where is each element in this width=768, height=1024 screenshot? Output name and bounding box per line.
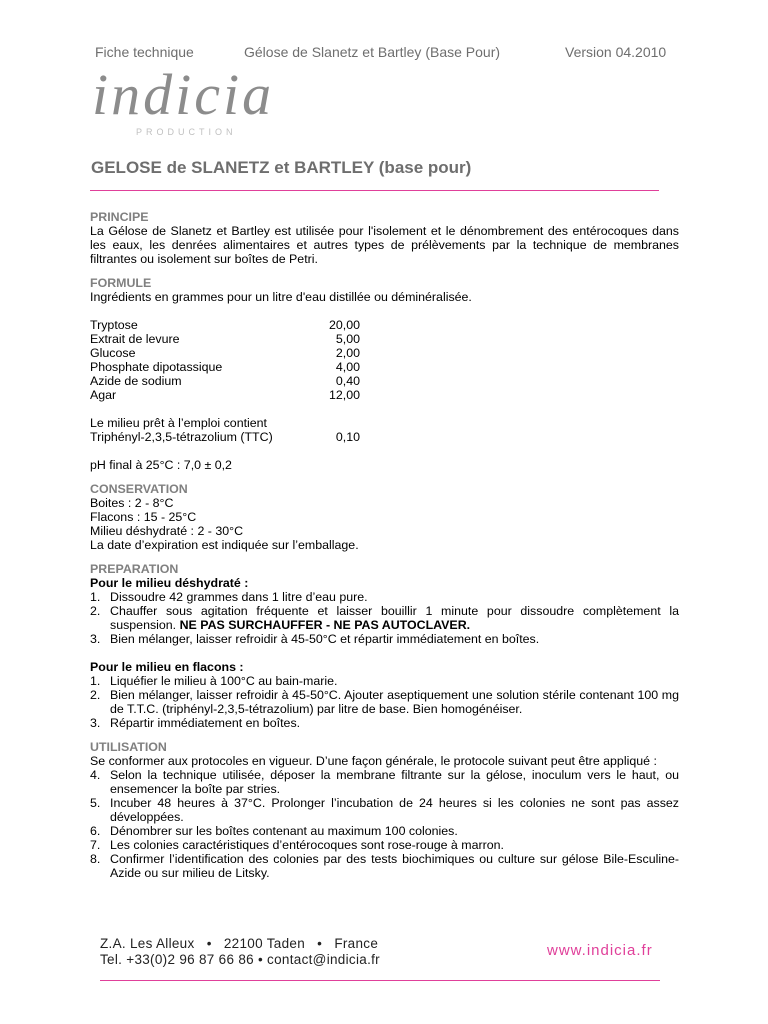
list-item	[90, 838, 679, 852]
preparation-subheading-flasks: Pour le milieu en flacons :	[90, 660, 244, 674]
indicia-logo	[92, 62, 292, 142]
ingredient-name: Agar	[90, 388, 117, 402]
ingredient-name: Tryptose	[90, 318, 138, 332]
preparation-subheading-dehydrated: Pour le milieu déshydraté :	[90, 576, 249, 590]
step-number: 1.	[90, 674, 101, 688]
ready-intro: Le milieu prêt à l’emploi contient	[90, 416, 268, 430]
step-number: 3.	[90, 716, 101, 730]
ready-ingredient-name: Triphényl-2,3,5-tétrazolium (TTC)	[90, 430, 273, 444]
step-number: 1.	[90, 590, 101, 604]
ingredient-name: Azide de sodium	[90, 374, 182, 388]
header-version: Version 04.2010	[565, 44, 667, 60]
conservation-line: Flacons : 15 - 25°C	[90, 510, 197, 524]
ingredient-list	[90, 318, 679, 402]
step-text: Les colonies caractéristiques d’entérocoques sont rose-rouge à marron.	[110, 838, 504, 852]
preparation-steps-flasks	[90, 674, 679, 730]
ingredient-name: Phosphate dipotassique	[90, 360, 223, 374]
list-item	[90, 796, 679, 824]
list-item	[90, 768, 679, 796]
section-heading-principe: PRINCIPE	[90, 210, 149, 224]
conservation-line: La date d’expiration est indiquée sur l’emballage.	[90, 538, 359, 552]
conservation-line: Milieu déshydraté : 2 - 30°C	[90, 524, 244, 538]
section-heading-utilisation: UTILISATION	[90, 740, 167, 754]
ingredient-row	[90, 318, 360, 332]
section-heading-preparation: PREPARATION	[90, 562, 179, 576]
step-number: 6.	[90, 824, 101, 838]
footer-contact-block	[100, 936, 380, 968]
step-number: 2.	[90, 604, 101, 618]
step-text: Selon la technique utilisée, déposer la membrane filtrante sur la gélose, inoculum vers le haut, ou ensemencer la boîte par stries.	[110, 768, 679, 796]
ingredient-value: 20,00	[328, 318, 360, 332]
preparation-steps-dehydrated	[90, 590, 679, 646]
step-text: Répartir immédiatement en boîtes.	[110, 716, 301, 730]
page-title: GELOSE de SLANETZ et BARTLEY (base pour)	[91, 158, 472, 177]
step-number: 4.	[90, 768, 101, 782]
step-number: 2.	[90, 688, 101, 702]
footer-divider	[100, 980, 660, 981]
ingredient-row	[90, 332, 360, 346]
logo-subtitle: PRODUCTION	[136, 127, 237, 137]
header-doc-type: Fiche technique	[95, 44, 194, 60]
principe-text: La Gélose de Slanetz et Bartley est utilisée pour l'isolement et le dénombrement des entérocoques dans les eaux, les denrées alimentaires et autres types de prélèvements par la technique de membranes filtrantes ou isolement sur boîtes de Petri.	[90, 224, 679, 266]
footer-website-link[interactable]: www.indicia.fr	[547, 942, 653, 959]
list-item	[90, 824, 679, 838]
footer-address: Z.A. Les Alleux • 22100 Taden • France	[100, 936, 379, 951]
step-number: 5.	[90, 796, 101, 810]
list-item	[90, 716, 679, 730]
footer-contact[interactable]: Tel. +33(0)2 96 87 66 86 • contact@indicia.fr	[100, 952, 380, 967]
step-text: Dénombrer sur les boîtes contenant au maximum 100 colonies.	[110, 824, 458, 838]
step-number: 7.	[90, 838, 101, 852]
formule-intro: Ingrédients en grammes pour un litre d'eau distillée ou déminéralisée.	[90, 290, 472, 304]
ingredient-value: 4,00	[335, 360, 360, 374]
list-item	[90, 852, 679, 880]
list-item	[90, 674, 679, 688]
ready-ingredient-value: 0,10	[335, 430, 360, 444]
conservation-line: Boites : 2 - 8°C	[90, 496, 174, 510]
ready-ingredient	[90, 430, 360, 444]
step-text-plain: Chauffer sous agitation fréquente et laisser bouillir 1 minute pour dissoudre complètement la suspension.	[110, 604, 679, 632]
step-number: 8.	[90, 852, 101, 866]
ingredient-row	[90, 346, 360, 360]
logo-word: indicia	[92, 62, 275, 127]
header-doc-title: Gélose de Slanetz et Bartley (Base Pour)	[244, 44, 501, 60]
step-text: Dissoudre 42 grammes dans 1 litre d’eau pure.	[110, 590, 368, 604]
ingredient-name: Extrait de levure	[90, 332, 180, 346]
list-item	[90, 590, 679, 604]
document-body	[90, 210, 679, 880]
title-divider	[90, 190, 659, 191]
step-text	[110, 604, 679, 632]
ingredient-value: 5,00	[335, 332, 360, 346]
utilisation-steps	[90, 768, 679, 880]
step-text: Incuber 48 heures à 37°C. Prolonger l’incubation de 24 heures si les colonies ne sont pas assez développées.	[110, 796, 679, 824]
step-warning: NE PAS SURCHAUFFER - NE PAS AUTOCLAVER.	[179, 618, 471, 632]
ph-value: pH final à 25°C : 7,0 ± 0,2	[90, 458, 232, 472]
step-number: 3.	[90, 632, 101, 646]
ingredient-row	[90, 360, 360, 374]
ingredient-name: Glucose	[90, 346, 136, 360]
list-item	[90, 604, 679, 632]
step-text: Confirmer l’identification des colonies par des tests biochimiques ou culture sur gélose Bile-Esculine-Azide ou sur milieu de Litsky.	[110, 852, 679, 880]
ingredient-value: 2,00	[335, 346, 360, 360]
utilisation-intro: Se conformer aux protocoles en vigueur. D’une façon générale, le protocole suivant peut être appliqué :	[90, 754, 657, 768]
ingredient-value: 12,00	[328, 388, 360, 402]
step-text: Liquéfier le milieu à 100°C au bain-marie.	[110, 674, 338, 688]
step-text: Bien mélanger, laisser refroidir à 45-50°C et répartir immédiatement en boîtes.	[110, 632, 540, 646]
list-item	[90, 632, 679, 646]
ingredient-row	[90, 374, 360, 388]
list-item	[90, 688, 679, 716]
ingredient-value: 0,40	[335, 374, 360, 388]
step-text: Bien mélanger, laisser refroidir à 45-50°C. Ajouter aseptiquement une solution stérile contenant 100 mg de T.T.C. (triphényl-2,3,5-tétrazolium) par litre de base. Bien homogénéiser.	[110, 688, 679, 716]
ingredient-row	[90, 388, 360, 402]
section-heading-formule: FORMULE	[90, 276, 152, 290]
section-heading-conservation: CONSERVATION	[90, 482, 188, 496]
